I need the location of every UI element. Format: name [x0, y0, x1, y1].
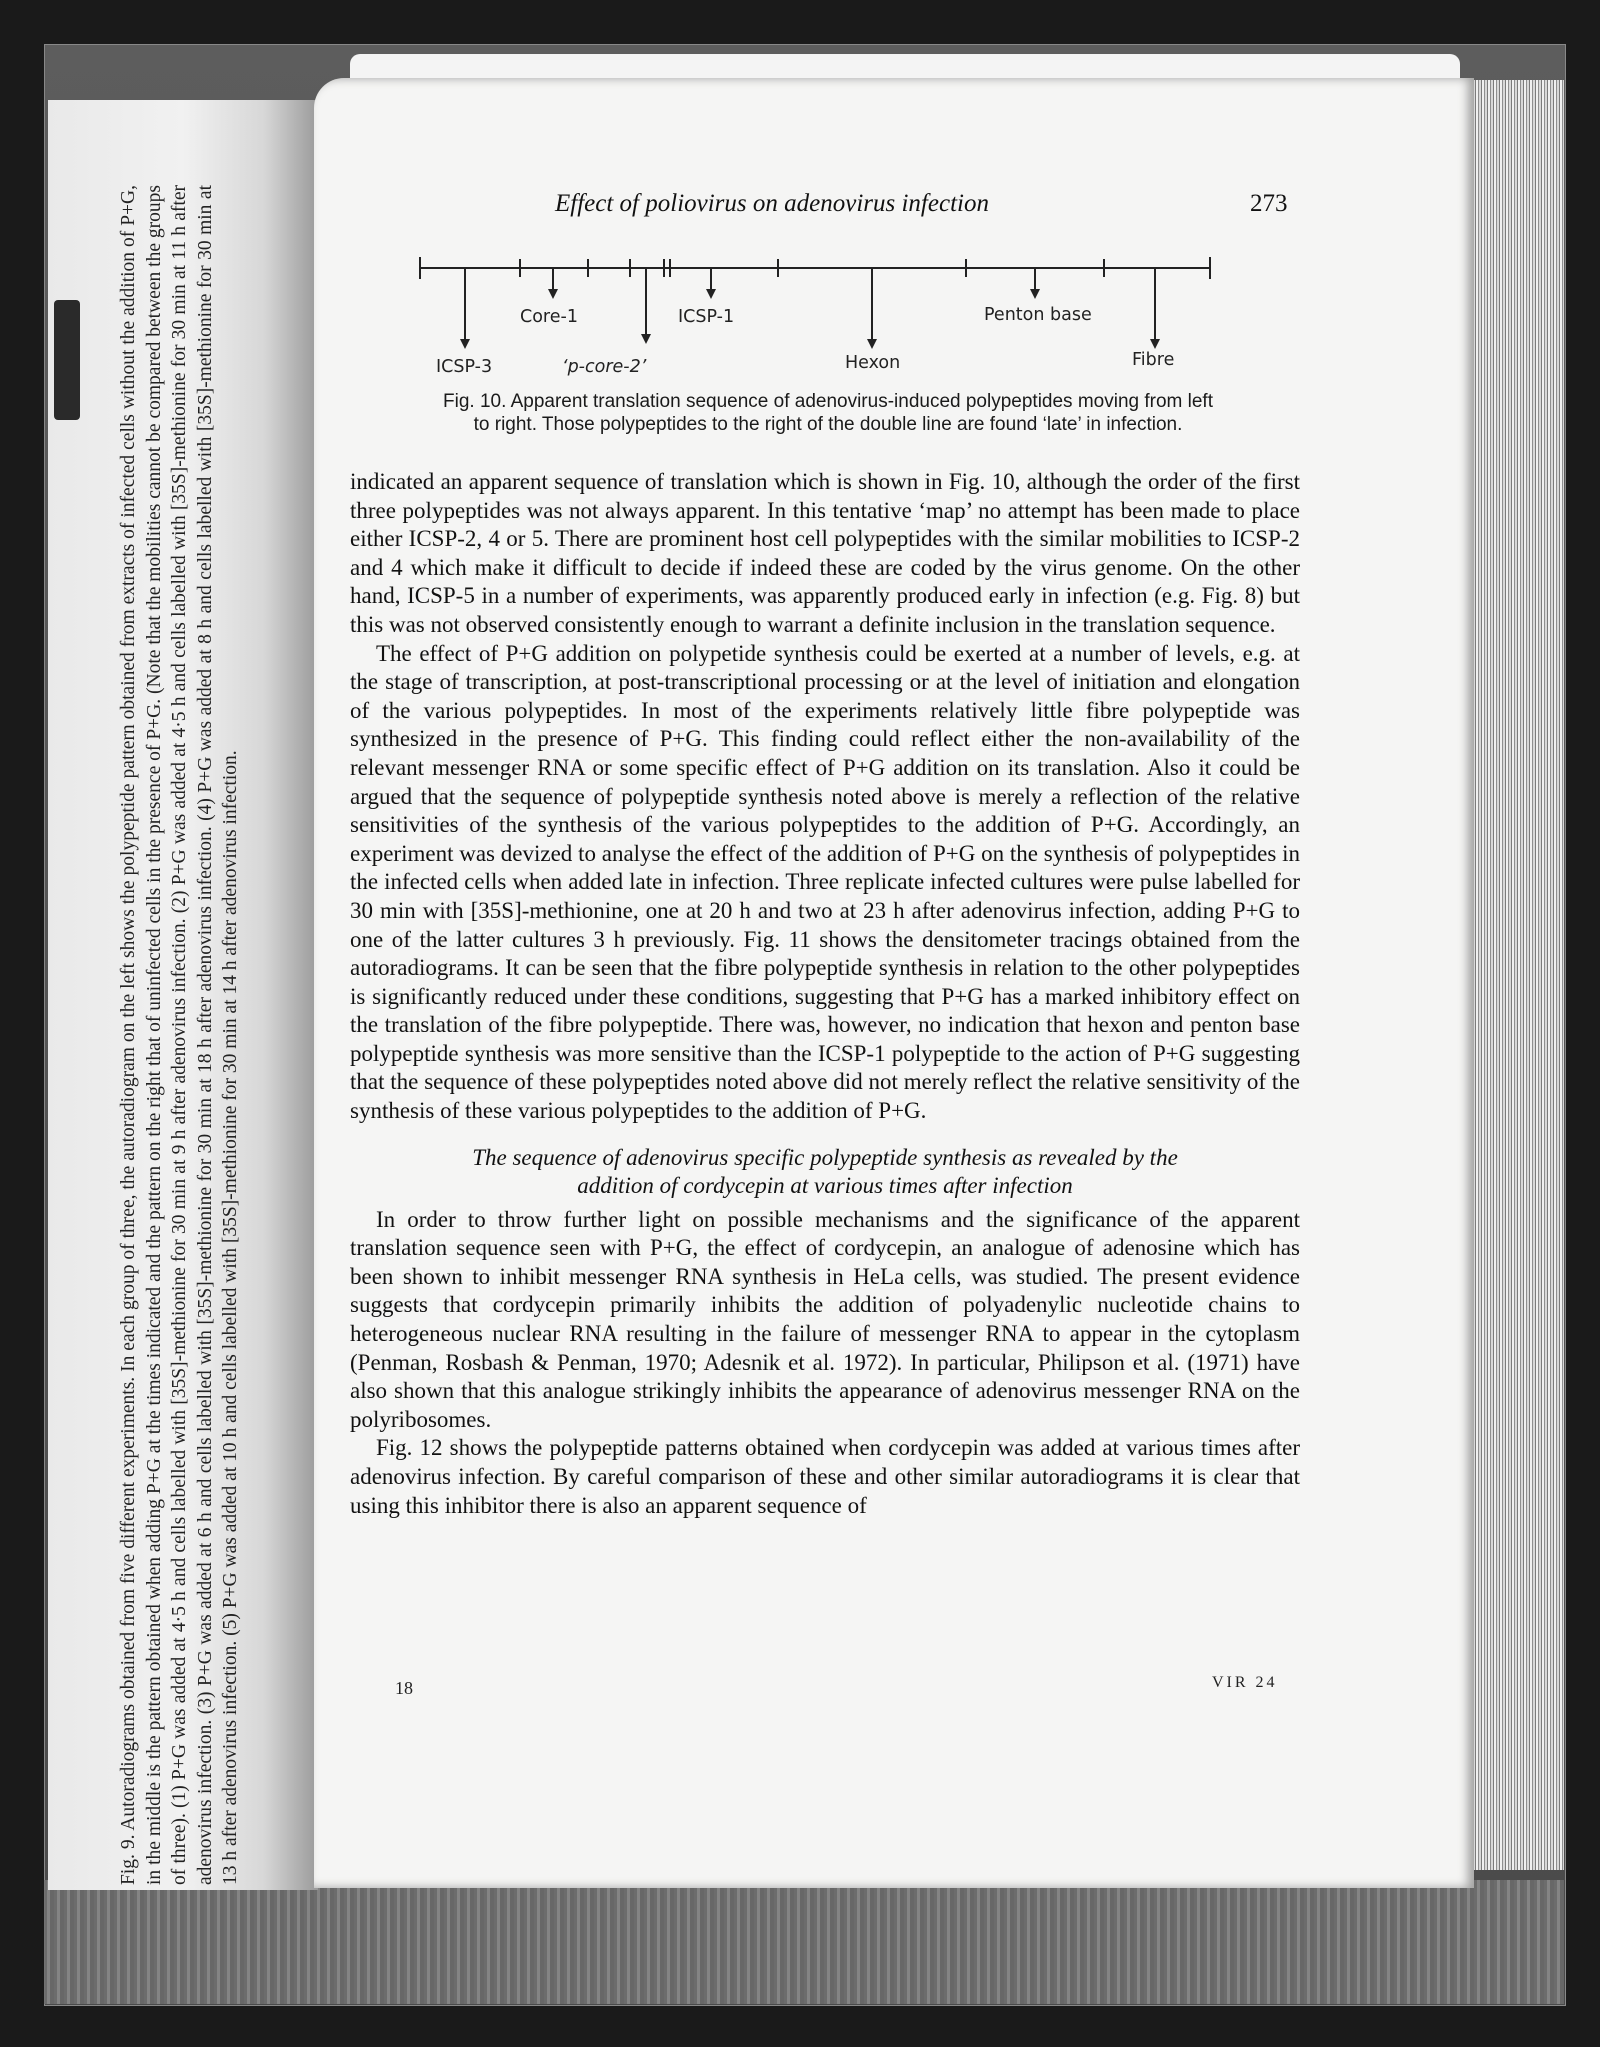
label-core1: Core-1: [520, 307, 578, 327]
label-hexon: Hexon: [845, 353, 901, 373]
label-icsp1: ICSP-1: [678, 307, 735, 327]
fig10-diagram: [410, 235, 1220, 385]
section-title: [350, 1144, 1300, 1200]
page-edges: [1470, 80, 1564, 1870]
binding-mark: [54, 300, 80, 420]
fig10-caption-line1: Fig. 10. Apparent translation sequence of adenovirus-induced polypeptides moving from left: [443, 391, 1213, 412]
fig10-caption-line2: to right. Those polypeptides to the right of the double line are found ‘late’ in infection.: [473, 414, 1183, 435]
paragraph-4: Fig. 12 shows the polypeptide patterns obtained when cordycepin was added at various times after adenovirus infection. By careful comparison of these and other similar autoradiograms it is clear that using this inhibitor there is also an apparent sequence of: [350, 1435, 1300, 1518]
label-fibre: Fibre: [1132, 350, 1175, 370]
running-title: Effect of poliovirus on adenovirus infection: [555, 190, 989, 217]
page-number: 273: [1250, 190, 1288, 217]
body-text: [350, 468, 1300, 1520]
label-icsp3: ICSP-3: [436, 357, 493, 377]
fig10-caption: [408, 390, 1248, 436]
fig9-caption: Fig. 9. Autoradiograms obtained from five different experiments. In each group of three, the autoradiogram on the left shows the polypeptide pattern obtained from extracts of infected cells without the addition of P+G, in the middle is the pattern obtained when adding P+G at the times indicated and the pattern on the right that of uninfected cells in the presence of P+G. (Note that the mobilities cannot be compared between the groups of three). (1) P+G was added at 4·5 h and cells labelled with [35S]-methionine for 30 min at 9 h after adenovirus infection. (2) P+G was added at 4·5 h and cells labelled with [35S]-methionine for 30 min at 11 h after adenovirus infection. (3) P+G was added at 6 h and cells labelled with [35S]-methionine for 30 min at 18 h after adenovirus infection. (4) P+G was added at 8 h and cells labelled with [35S]-methionine for 30 min at 13 h after adenovirus infection. (5) P+G was added at 10 h and cells labelled with [35S]-methionine for 30 min at 14 h after adenovirus infection.: [118, 185, 242, 1885]
left-page: [48, 100, 318, 1890]
signature-mark: 18: [395, 1678, 413, 1698]
page-stack-bottom: [44, 1880, 1564, 2004]
paragraph-2: The effect of P+G addition on polypetide synthesis could be exerted at a number of levels, e.g. at the stage of transcription, at post-transcriptional processing or at the level of initiation and elongation of the various polypeptides. In most of the experiments relatively little fibre polypeptide was synthesized in the presence of P+G. This finding could reflect either the non-availability of the relevant messenger RNA or some specific effect of P+G addition on its translation. Also it could be argued that the sequence of polypeptide synthesis noted above is merely a reflection of the relative sensitivities of the synthesis of the various polypeptides to the addition of P+G. Accordingly, an experiment was devized to analyse the effect of the addition of P+G on the synthesis of polypeptides in the infected cells when added late in infection. Three replicate infected cultures were pulse labelled for 30 min with [35S]-methionine, one at 20 h and two at 23 h after adenovirus infection, adding P+G to one of the latter cultures 3 h previously. Fig. 11 shows the densitometer tracings obtained from the autoradiograms. It can be seen that the fibre polypeptide synthesis in relation to the other polypeptides is significantly reduced under these conditions, suggesting that P+G has a marked inhibitory effect on the translation of the fibre polypeptide. There was, however, no indication that hexon and penton base polypeptide synthesis was more sensitive than the ICSP-1 polypeptide to the action of P+G suggesting that the sequence of these polypeptides noted above did not merely reflect the relative sensitivity of the synthesis of these various polypeptides to the addition of P+G.: [350, 640, 1300, 1124]
journal-mark: VIR 24: [1212, 1674, 1278, 1691]
section-title-line1: The sequence of adenovirus specific polypeptide synthesis as revealed by the: [472, 1144, 1178, 1170]
paragraph-3: In order to throw further light on possible mechanisms and the significance of the apparent translation sequence seen with P+G, the effect of cordycepin, an analogue of adenosine which has been shown to inhibit messenger RNA synthesis in HeLa cells, was studied. The present evidence suggests that cordycepin primarily inhibits the addition of polyadenylic nucleotide chains to heterogeneous nuclear RNA resulting in the failure of messenger RNA to appear in the cytoplasm (Penman, Rosbash & Penman, 1970; Adesnik et al. 1972). In particular, Philipson et al. (1971) have also shown that this analogue strikingly inhibits the appearance of adenovirus messenger RNA on the polyribosomes.: [350, 1206, 1300, 1432]
label-penton-base: Penton base: [984, 305, 1092, 325]
label-pcore2: ‘p-core-2’: [562, 357, 647, 377]
paragraph-1: indicated an apparent sequence of translation which is shown in Fig. 10, although the order of the first three polypeptides was not always apparent. In this tentative ‘map’ no attempt has been made to place either ICSP-2, 4 or 5. There are prominent host cell polypeptides with the similar mobilities to ICSP-2 and 4 which make it difficult to decide if indeed these are coded by the virus genome. On the other hand, ICSP-5 in a number of experiments, was apparently produced early in infection (e.g. Fig. 8) but this was not observed consistently enough to warrant a definite inclusion in the translation sequence.: [350, 469, 1300, 637]
section-title-line2: addition of cordycepin at various times after infection: [577, 1172, 1073, 1198]
